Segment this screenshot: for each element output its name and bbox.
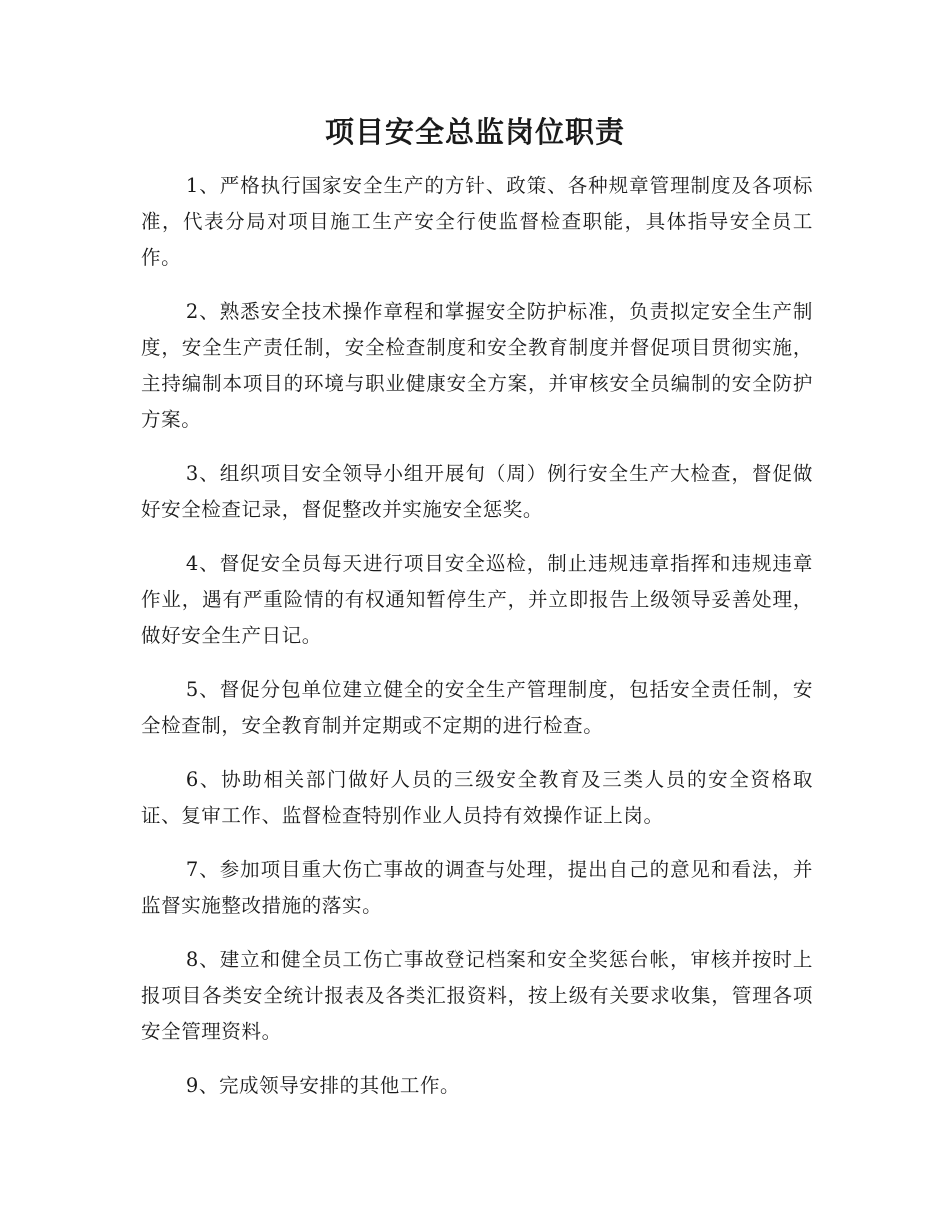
duty-paragraph-7: 7、参加项目重大伤亡事故的调查与处理，提出自己的意见和看法，并监督实施整改措施的落实。: [141, 858, 813, 917]
duty-paragraph-2: 2、熟悉安全技术操作章程和掌握安全防护标准，负责拟定安全生产制度，安全生产责任制，安全检查制度和安全教育制度并督促项目贯彻实施，主持编制本项目的环境与职业健康安全方案，并审核安全员编制的安全防护方案。: [141, 300, 813, 431]
duty-paragraph-5: 5、督促分包单位建立健全的安全生产管理制度，包括安全责任制，安全检查制，安全教育制并定期或不定期的进行检查。: [141, 678, 813, 737]
duty-paragraph-6: 6、协助相关部门做好人员的三级安全教育及三类人员的安全资格取证、复审工作、监督检查特别作业人员持有效操作证上岗。: [141, 768, 813, 827]
duty-paragraph-9: 9、完成领导安排的其他工作。: [185, 1074, 461, 1097]
document-body: [141, 168, 813, 1122]
duty-paragraph-8: 8、建立和健全员工伤亡事故登记档案和安全奖惩台帐，审核并按时上报项目各类安全统计报表及各类汇报资料，按上级有关要求收集，管理各项安全管理资料。: [141, 948, 813, 1043]
duty-paragraph-4: 4、督促安全员每天进行项目安全巡检，制止违规违章指挥和违规违章作业，遇有严重险情的有权通知暂停生产，并立即报告上级领导妥善处理，做好安全生产日记。: [141, 552, 813, 647]
duty-paragraph-3: 3、组织项目安全领导小组开展旬（周）例行安全生产大检查，督促做好安全检查记录，督促整改并实施安全惩奖。: [141, 462, 813, 521]
duty-paragraph-1: 1、严格执行国家安全生产的方针、政策、各种规章管理制度及各项标准，代表分局对项目施工生产安全行使监督检查职能，具体指导安全员工作。: [141, 174, 813, 269]
document-title: 项目安全总监岗位职责: [324, 115, 625, 149]
